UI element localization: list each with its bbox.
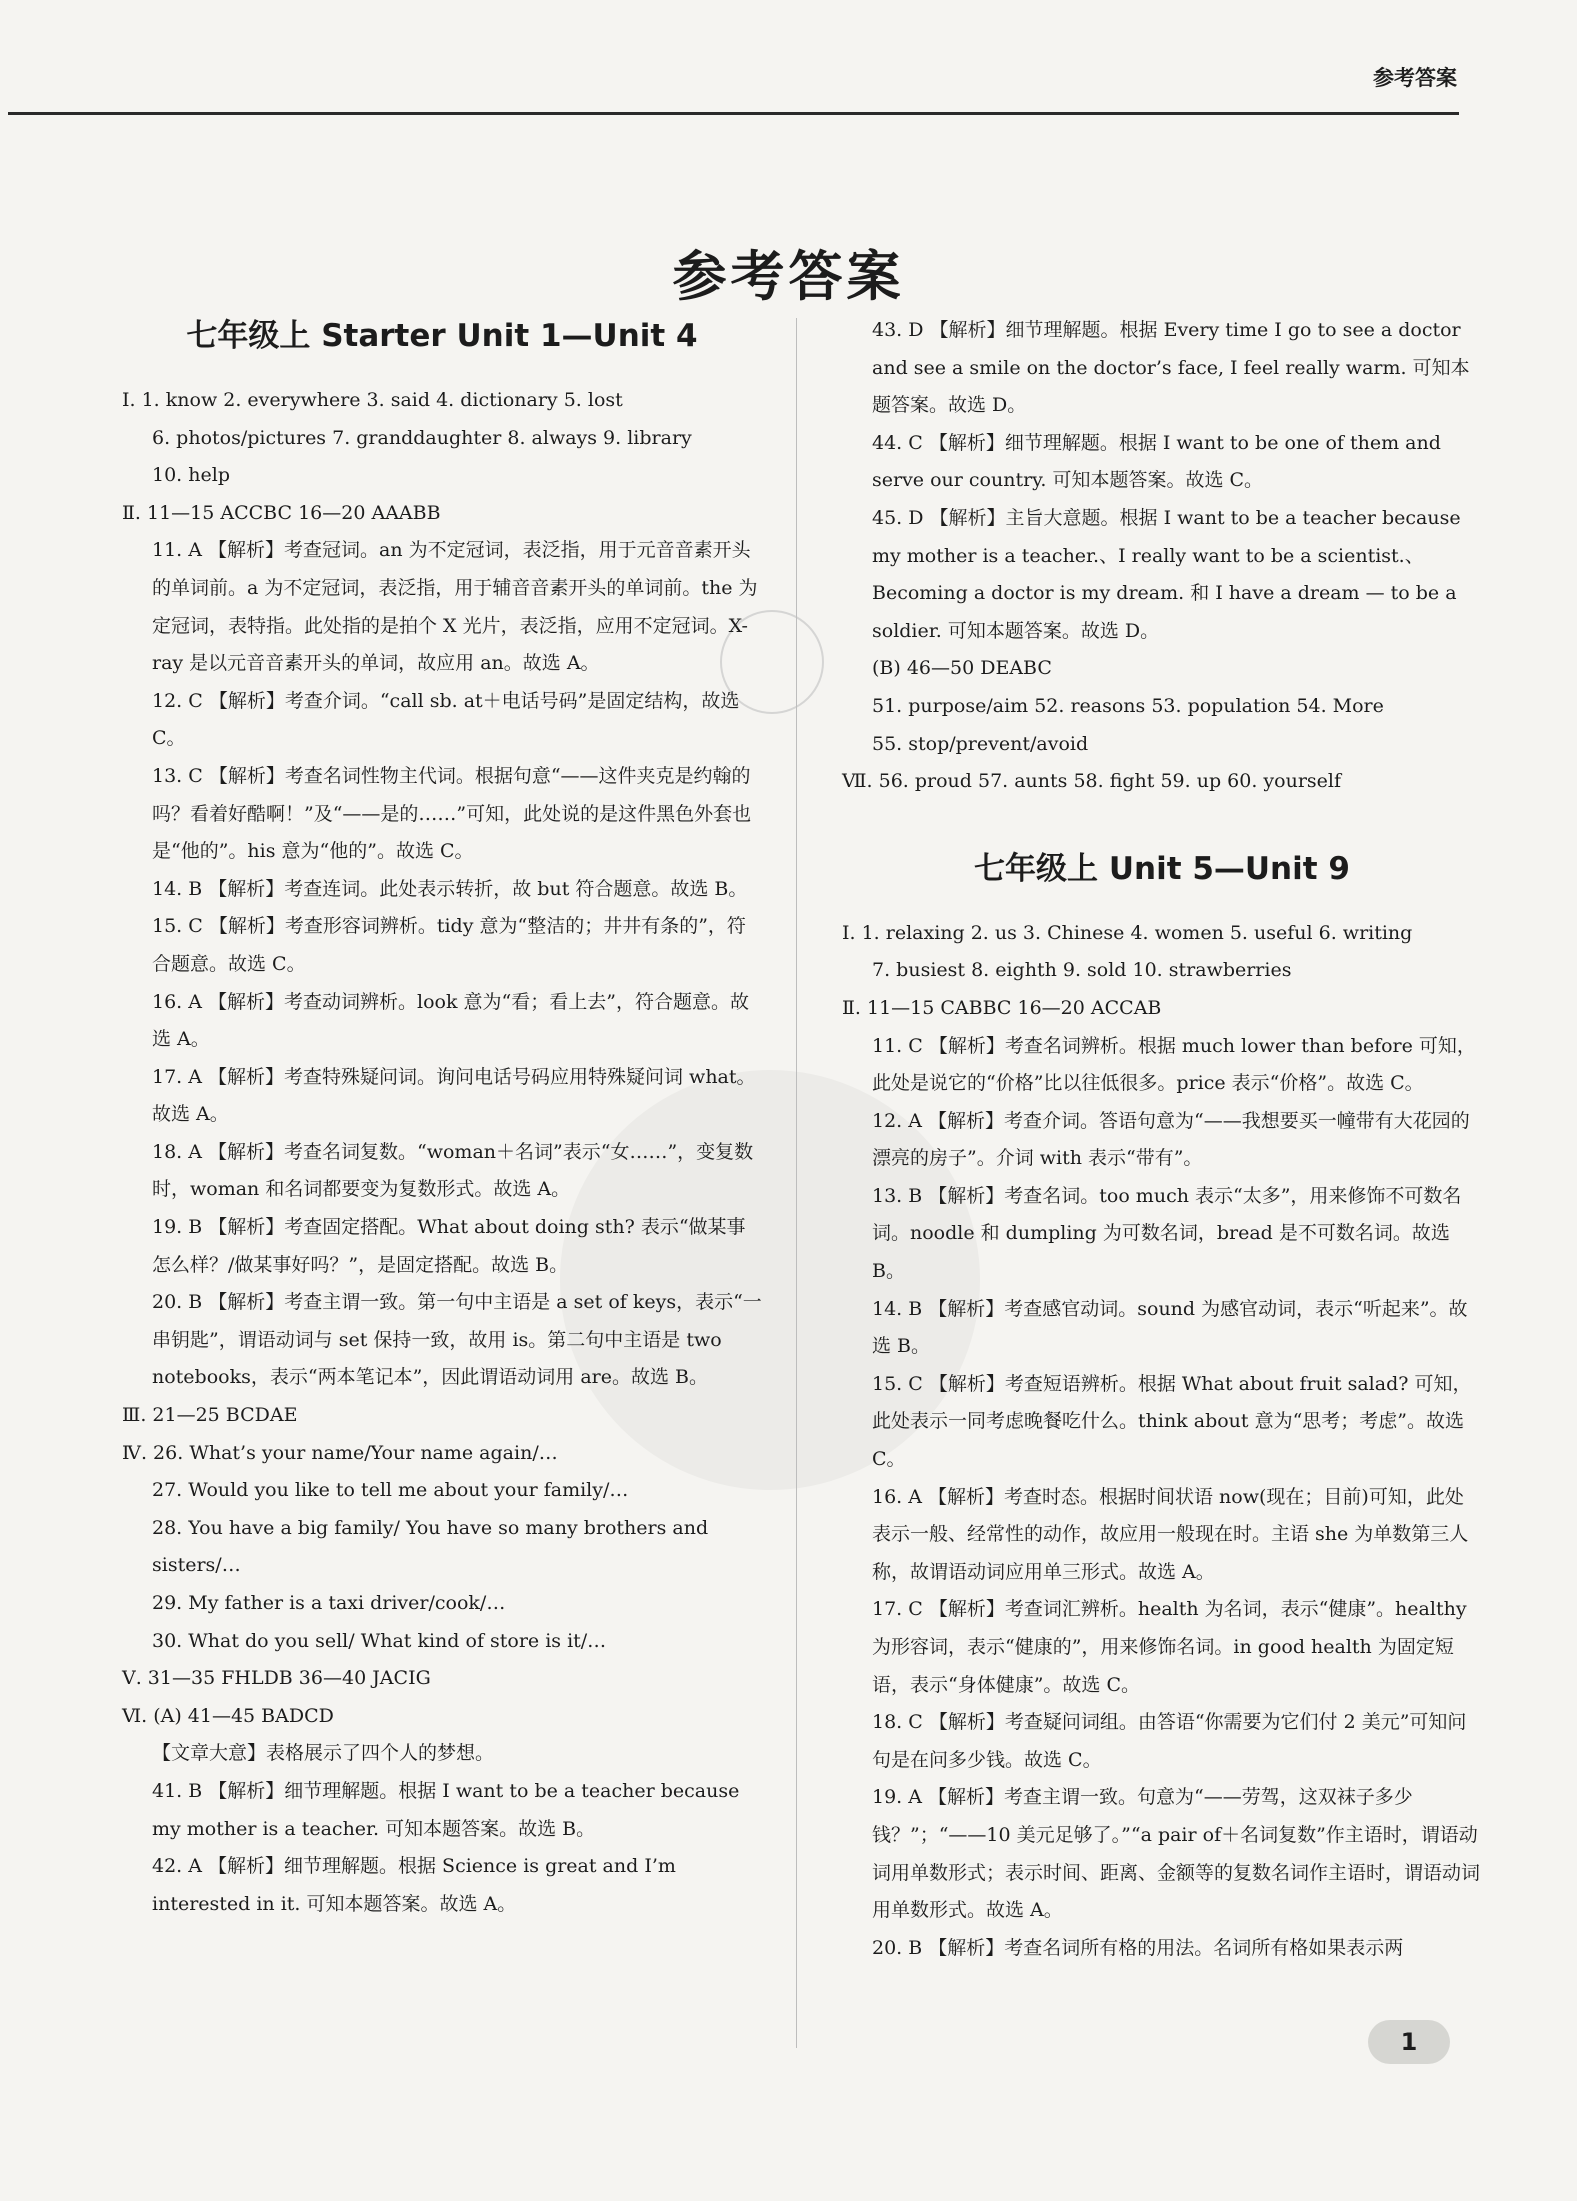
answer-line: 16. A 【解析】考查动词辨析。look 意为“看；看上去”，符合题意。故选 A。 — [152, 990, 749, 1051]
answer-line: 16. A 【解析】考查时态。根据时间状语 now(现在；目前)可知，此处表示一般、经常性的动作，故应用一般现在时。主语 she 为单数第三人称，故谓语动词应用单三形式。故选 A。 — [872, 1485, 1469, 1583]
answer-line: 55. stop/prevent/avoid — [872, 732, 1089, 755]
answer-line: 42. A 【解析】细节理解题。根据 Science is great and I’m interested in it. 可知本题答案。故选 A。 — [152, 1855, 676, 1915]
answer-line: 41. B 【解析】细节理解题。根据 I want to be a teacher because my mother is a teacher. 可知本题答案。故选 B。 — [152, 1779, 740, 1840]
answer-line: 20. B 【解析】考查主谓一致。第一句中主语是 a set of keys，表示“一串钥匙”，谓语动词与 set 保持一致，故用 is。第二句中主语是 two notebooks，表示“两本笔记本”，因此谓语动词用 are。故选 B。 — [152, 1291, 762, 1389]
answer-line: 【文章大意】表格展示了四个人的梦想。 — [152, 1742, 495, 1765]
page-title: 参考答案 — [672, 245, 905, 309]
answer-line: Ⅴ. 31—35 FHLDB 36—40 JACIG — [122, 1667, 431, 1690]
answer-line: Ⅱ. 11—15 ACCBC 16—20 AAABB — [122, 501, 441, 524]
answer-list-right-continued — [842, 312, 1482, 801]
answer-line: 11. A 【解析】考查冠词。an 为不定冠词，表泛指，用于元音音素开头的单词前。a 为不定冠词，表泛指，用于辅音音素开头的单词前。the 为定冠词，表特指。此处指的是拍个 X 光片，表泛指，应用不定冠词。X-ray 是以元音音素开头的单词，故应用 an。故选 A。 — [152, 539, 758, 675]
answer-line: 14. B 【解析】考查感官动词。sound 为感官动词，表示“听起来”。故选 B。 — [872, 1297, 1468, 1358]
answer-line: 30. What do you sell/ What kind of store is it/… — [152, 1629, 607, 1652]
answer-line: 15. C 【解析】考查短语辨析。根据 What about fruit salad? 可知，此处表示一同考虑晚餐吃什么。think about 意为“思考；考虑”。故选 C。 — [872, 1372, 1472, 1471]
answer-line: 28. You have a big family/ You have so many brothers and sisters/… — [152, 1516, 709, 1577]
answer-list-right — [842, 915, 1482, 1968]
section-title-unit-1-4: 七年级上 Starter Unit 1—Unit 4 — [186, 318, 698, 354]
answer-line: Ⅰ. 1. know 2. everywhere 3. said 4. dictionary 5. lost — [122, 389, 623, 411]
answer-line: 13. B 【解析】考查名词。too much 表示“太多”，用来修饰不可数名词。noodle 和 dumpling 为可数名词，bread 是不可数名词。故选 B。 — [872, 1184, 1462, 1283]
answer-line: 29. My father is a taxi driver/cook/… — [152, 1592, 506, 1614]
answer-line: 7. busiest 8. eighth 9. sold 10. strawberries — [872, 959, 1292, 982]
answer-line: 19. A 【解析】考查主谓一致。句意为“——劳驾，这双袜子多少钱？”；“——10 美元足够了。”“a pair of＋名词复数”作主语时，谓语动词用单数形式；表示时间、距离、金额等的复数名词作主语时，谓语动词用单数形式。故选 A。 — [872, 1786, 1481, 1922]
answer-line: 14. B 【解析】考查连词。此处表示转折，故 but 符合题意。故选 B。 — [152, 877, 748, 900]
answer-line: 44. C 【解析】细节理解题。根据 I want to be one of them and serve our country. 可知本题答案。故选 C。 — [872, 431, 1441, 492]
answer-line: 20. B 【解析】考查名词所有格的用法。名词所有格如果表示两 — [872, 1936, 1404, 1959]
answer-line: 6. photos/pictures 7. granddaughter 8. always 9. library — [152, 426, 692, 449]
answer-line: 12. C 【解析】考查介词。“call sb. at＋电话号码”是固定结构，故选 C。 — [152, 689, 740, 750]
answer-line: 11. C 【解析】考查名词辨析。根据 much lower than before 可知，此处是说它的“价格”比以往低很多。price 表示“价格”。故选 C。 — [872, 1034, 1476, 1095]
answer-line: Ⅰ. 1. relaxing 2. us 3. Chinese 4. women 5. useful 6. writing — [842, 921, 1413, 944]
answer-list-left — [122, 382, 762, 1923]
answer-line: 27. Would you like to tell me about your family/… — [152, 1479, 629, 1502]
column-divider — [796, 318, 797, 2048]
answer-line: 18. C 【解析】考查疑问词组。由答语“你需要为它们付 2 美元”可知问句是在问多少钱。故选 C。 — [872, 1711, 1467, 1771]
page-number: 1 — [1368, 2020, 1450, 2064]
running-header: 参考答案 — [1373, 66, 1457, 90]
answer-line: 17. A 【解析】考查特殊疑问词。询问电话号码应用特殊疑问词 what。故选 A。 — [152, 1065, 756, 1126]
answer-line: 51. purpose/aim 52. reasons 53. population 54. More — [872, 694, 1384, 717]
answer-line: 12. A 【解析】考查介词。答语句意为“——我想要买一幢带有大花园的漂亮的房子”。介词 with 表示“带有”。 — [872, 1109, 1470, 1170]
answer-line: (B) 46—50 DEABC — [872, 657, 1052, 680]
answer-line: 45. D 【解析】主旨大意题。根据 I want to be a teacher because my mother is a teacher.、I really want to be a scientist.、Becoming a doctor is my dream. 和 I have a dream — to be a soldier. 可知本题答案。故选 D。 — [872, 506, 1461, 642]
section-title-unit-5-9: 七年级上 Unit 5—Unit 9 — [974, 850, 1350, 887]
answer-line: 19. B 【解析】考查固定搭配。What about doing sth? 表示“做某事怎么样？/做某事好吗？”，是固定搭配。故选 B。 — [152, 1216, 746, 1276]
answer-line: 10. help — [152, 464, 230, 487]
answer-line: 15. C 【解析】考查形容词辨析。tidy 意为“整洁的；井井有条的”，符合题意。故选 C。 — [152, 915, 746, 975]
right-column — [842, 312, 1482, 1967]
answer-line: Ⅱ. 11—15 CABBC 16—20 ACCAB — [842, 996, 1162, 1019]
left-column — [122, 312, 762, 1923]
header-rule — [8, 112, 1459, 115]
answer-line: Ⅶ. 56. proud 57. aunts 58. fight 59. up 60. yourself — [842, 770, 1342, 793]
answer-line: Ⅳ. 26. What’s your name/Your name again/… — [122, 1441, 558, 1464]
answer-line: Ⅲ. 21—25 BCDAE — [122, 1404, 298, 1427]
answer-line: 43. D 【解析】细节理解题。根据 Every time I go to see a doctor and see a smile on the doctor’s face, I feel really warm. 可知本题答案。故选 D。 — [872, 319, 1470, 417]
answer-line: Ⅵ. (A) 41—45 BADCD — [122, 1704, 334, 1727]
answer-line: 18. A 【解析】考查名词复数。“woman＋名词”表示“女……”，变复数时，woman 和名词都要变为复数形式。故选 A。 — [152, 1140, 754, 1201]
answer-line: 13. C 【解析】考查名词性物主代词。根据句意“——这件夹克是约翰的吗？看着好酷啊！”及“——是的……”可知，此处说的是这件黑色外套也是“他的”。his 意为“他的”。故选 C。 — [152, 764, 752, 863]
answer-line: 17. C 【解析】考查词汇辨析。health 为名词，表示“健康”。healthy 为形容词，表示“健康的”，用来修饰名词。in good health 为固定短语，表示“身体健康”。故选 C。 — [872, 1598, 1467, 1696]
